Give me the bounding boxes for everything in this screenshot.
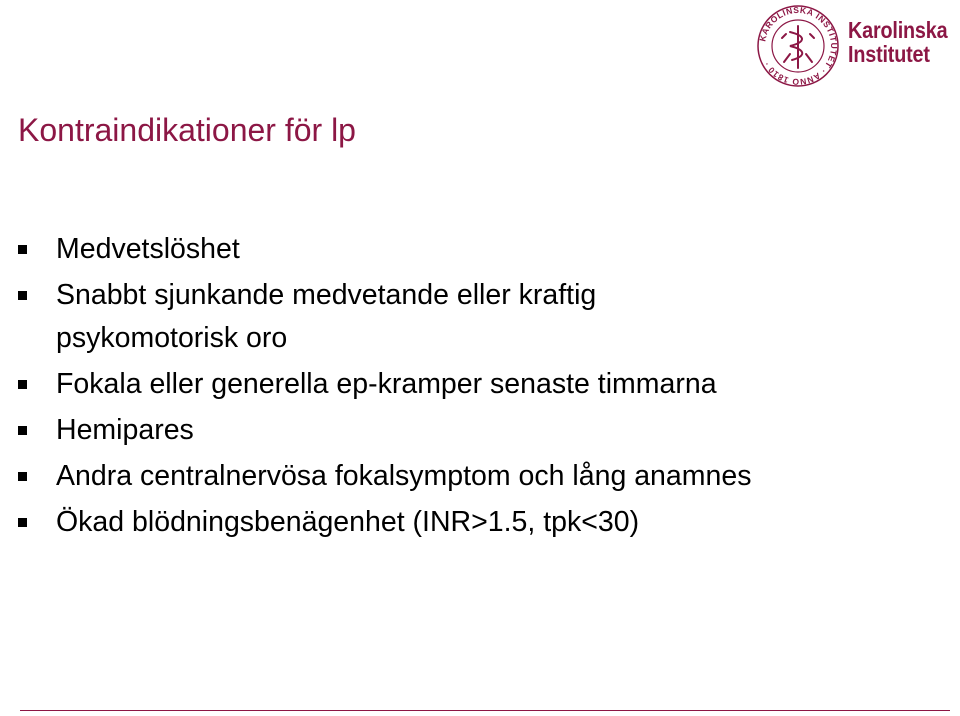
bullet-item (0, 409, 900, 452)
bullet-text: Andra centralnervösa fokalsymptom och lång anamnes (56, 460, 752, 492)
bullet-text: Ökad blödningsbenägenhet (INR>1.5, tpk<30) (56, 506, 640, 538)
bullet-text: Fokala eller generella ep-kramper senaste timmarna (56, 368, 717, 400)
bullet-text: Hemipares (56, 414, 194, 446)
square-bullet-icon (18, 426, 27, 435)
bullet-text: Medvetslöshet (56, 233, 240, 265)
logo-wordmark (848, 18, 947, 66)
bullet-item (0, 501, 900, 544)
bullet-item (0, 274, 900, 360)
slide-title: Kontraindikationer för lp (18, 112, 356, 148)
footer-divider (20, 710, 950, 711)
bullet-text: Snabbt sjunkande medvetande eller kraftig psykomotorisk oro (56, 279, 597, 354)
square-bullet-icon (18, 380, 27, 389)
bullet-list (0, 228, 900, 547)
svg-text:KAROLINSKA INSTITUTET · ANNO 1: KAROLINSKA INSTITUTET · ANNO 1810 · (757, 4, 840, 88)
logo-line-2: Institutet (848, 41, 930, 67)
karolinska-logo (756, 4, 956, 88)
bullet-item (0, 455, 900, 498)
square-bullet-icon (18, 472, 27, 481)
square-bullet-icon (18, 518, 27, 527)
square-bullet-icon (18, 291, 27, 300)
seal-icon (756, 4, 840, 88)
square-bullet-icon (18, 245, 27, 254)
bullet-item (0, 228, 900, 271)
logo-line-1: Karolinska (848, 17, 948, 43)
bullet-item (0, 363, 900, 406)
